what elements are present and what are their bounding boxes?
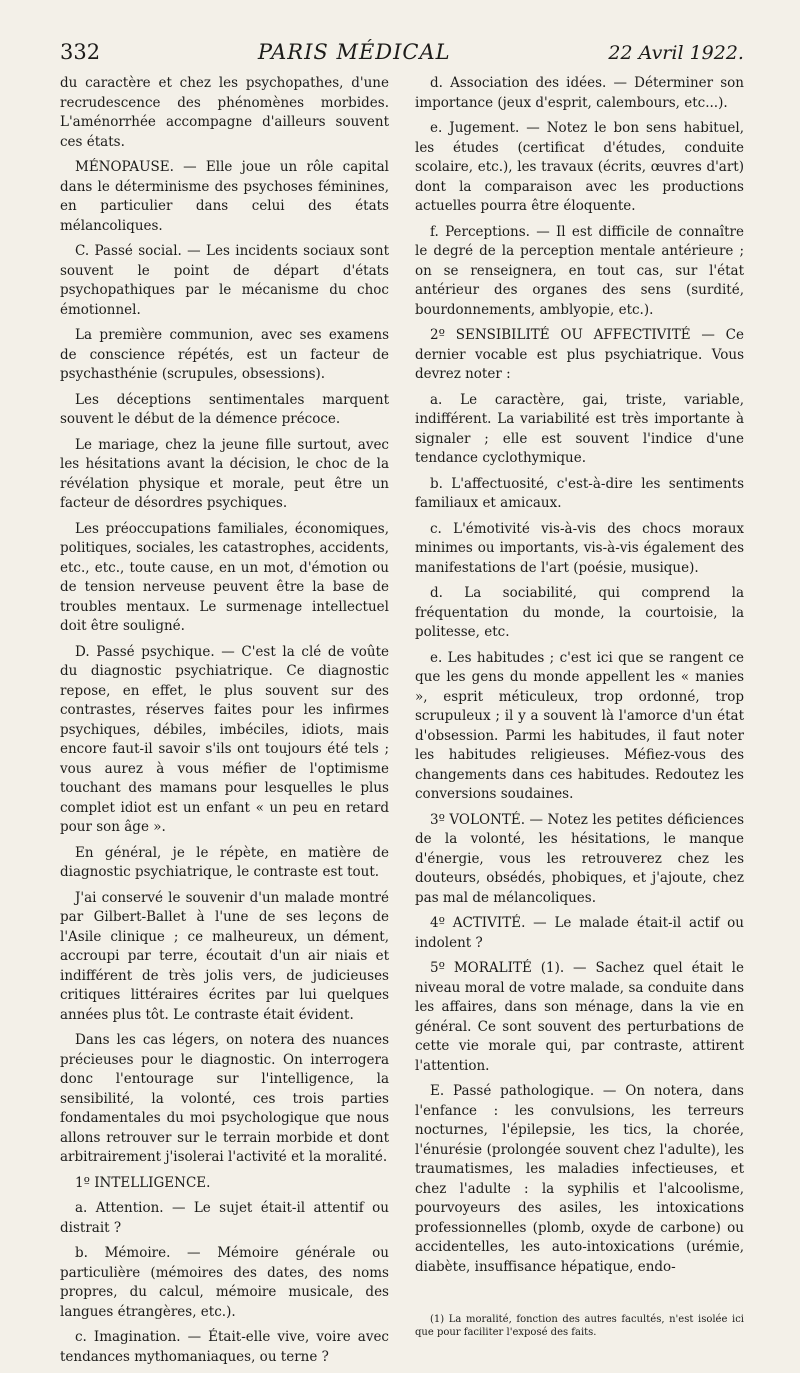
- paragraph: b. L'affectuosité, c'est-à-dire les sentiments familiaux et amicaux.: [415, 475, 744, 511]
- paragraph: e. Les habitudes ; c'est ici que se rangent ce que les gens du monde appellent les « manies », esprit méticuleux, trop ordonné, trop scrupuleux ; il y a souvent là l'amorce d'un état d'obsession. Parmi les habitudes, il faut noter les habitudes religieuses. Méfiez-vous des changements dans ces habitudes. Redoutez les conversions soudaines.: [415, 649, 744, 802]
- paragraph: 3º VOLONTÉ. — Notez les petites déficiences de la volonté, les hésitations, le manque d'énergie, vous les retrouverez chez les douteurs, obsédés, phobiques, et j'ajoute, chez pas mal de mélancoliques.: [415, 811, 744, 906]
- paragraph: e. Jugement. — Notez le bon sens habituel, les études (certificat d'études, conduite scolaire, etc.), les travaux (écrits, œuvres d'art) dont la comparaison avec les productions actuelles pourra être éloquente.: [415, 120, 744, 214]
- paragraph: C. Passé social. — Les incidents sociaux sont souvent le point de départ d'états psychopathiques par le mécanisme du choc émotionnel.: [60, 243, 389, 318]
- paragraph: 2º SENSIBILITÉ OU AFFECTIVITÉ — Ce dernier vocable est plus psychiatrique. Vous devrez noter :: [415, 327, 744, 382]
- paragraph: f. Perceptions. — Il est difficile de connaître le degré de la perception mentale antérieure ; on se renseignera, en tout cas, sur l'état antérieur des organes des sens (surdité, bourdonnements, amblyopie, etc.).: [415, 223, 744, 318]
- paragraph: La première communion, avec ses examens de conscience répétés, est un facteur de psychasthénie (scrupules, obsessions).: [60, 327, 389, 382]
- running-header: [60, 40, 744, 74]
- paragraph: a. Attention. — Le sujet était-il attentif ou distrait ?: [60, 1200, 389, 1236]
- paragraph: En général, je le répète, en matière de diagnostic psychiatrique, le contraste est tout.: [60, 844, 389, 880]
- paragraph: b. Mémoire. — Mémoire générale ou particulière (mémoires des dates, des noms propres, du calcul, mémoire musicale, des langues étrangères, etc.).: [60, 1245, 389, 1320]
- paragraph: c. L'émotivité vis-à-vis des chocs moraux minimes ou importants, vis-à-vis également des manifestations de l'art (poésie, musique).: [415, 520, 744, 576]
- section-heading: 1º INTELLIGENCE.: [75, 1174, 211, 1191]
- left-column: [60, 74, 389, 1373]
- paragraph: MÉNOPAUSE. — Elle joue un rôle capital dans le déterminisme des psychoses féminines, en particulier dans celui des états mélancoliques.: [60, 159, 389, 234]
- paragraph: 5º MORALITÉ (1). — Sachez quel était le niveau moral de votre malade, sa conduite dans les affaires, dans son ménage, dans la vie en général. Ce sont souvent des perturbations de cette vie morale qui, par contraste, attirent l'attention.: [415, 960, 744, 1074]
- paragraph: Dans les cas légers, on notera des nuances précieuses pour le diagnostic. On interrogera donc l'entourage sur l'intelligence, la sensibilité, la volonté, ces trois parties fondamentales du moi psychologique que nous allons retrouver sur le terrain morbide et dont arbitrairement j'isolerai l'activité et la moralité.: [60, 1032, 389, 1165]
- right-column: [415, 74, 744, 1373]
- text-columns: [60, 74, 744, 1373]
- paragraph: c. Imagination. — Était-elle vive, voire avec tendances mythomaniaques, ou terne ?: [60, 1329, 389, 1365]
- paragraph: d. Association des idées. — Déterminer son importance (jeux d'esprit, calembours, etc...).: [415, 75, 744, 111]
- issue-date: 22 Avril 1922.: [608, 42, 744, 64]
- paragraph: Les préoccupations familiales, économiques, politiques, sociales, les catastrophes, accidents, etc., etc., toute cause, en un mot, d'émotion ou de tension nerveuse peuvent être la base de troubles mentaux. Le surmenage intellectuel doit être souligné.: [60, 520, 389, 634]
- paragraph: J'ai conservé le souvenir d'un malade montré par Gilbert-Ballet à l'une de ses leçons de l'Asile clinique ; ce malheureux, un dément, accroupi par terre, écoutait d'un air niais et indifférent de très jolis vers, de judicieuses critiques littéraires écrites par lui quelques années plus tôt. Le contraste était évident.: [60, 889, 389, 1023]
- paragraph: D. Passé psychique. — C'est la clé de voûte du diagnostic psychiatrique. Ce diagnostic repose, en effet, le plus souvent sur des contrastes, réserves faites pour les infirmes psychiques, débiles, imbéciles, idiots, mais encore faut-il savoir s'ils ont toujours été tels ; vous aurez à vous méfier de l'optimisme touchant des mamans pour lesquelles le plus complet idiot est un enfant « un peu en retard pour son âge ».: [60, 643, 389, 835]
- page-number: 332: [60, 40, 101, 64]
- paragraph: Les déceptions sentimentales marquent souvent le début de la démence précoce.: [60, 391, 389, 427]
- paragraph: Le mariage, chez la jeune fille surtout, avec les hésitations avant la décision, le choc de la révélation physique et morale, peut être un facteur de désordres psychiques.: [60, 436, 389, 511]
- paragraph: E. Passé pathologique. — On notera, dans l'enfance : les convulsions, les terreurs nocturnes, l'épilepsie, les tics, la chorée, l'énurésie (prolongée souvent chez l'adulte), les traumatismes, les maladies infectieuses, et chez l'adulte : la syphilis et l'alcoolisme, pourvoyeurs des asiles, les intoxications professionnelles (plomb, oxyde de carbone) ou accidentelles, les auto-intoxications (urémie, diabète, insuffisance hépatique, endo-: [415, 1083, 744, 1275]
- paragraph: 4º ACTIVITÉ. — Le malade était-il actif ou indolent ?: [415, 915, 744, 951]
- paragraph: du caractère et chez les psychopathes, d'une recrudescence des phénomènes morbides. L'aménorrhée accompagne d'ailleurs souvent ces états.: [60, 75, 389, 150]
- journal-title: PARIS MÉDICAL: [257, 40, 451, 64]
- paragraph: a. Le caractère, gai, triste, variable, indifférent. La variabilité est très importante à signaler ; elle est souvent l'indice d'une tendance cyclothymique.: [415, 391, 744, 466]
- footnote: (1) La moralité, fonction des autres facultés, n'est isolée ici que pour faciliter l'exposé des faits.: [415, 1314, 744, 1338]
- paragraph: d. La sociabilité, qui comprend la fréquentation du monde, la courtoisie, la politesse, etc.: [415, 585, 744, 640]
